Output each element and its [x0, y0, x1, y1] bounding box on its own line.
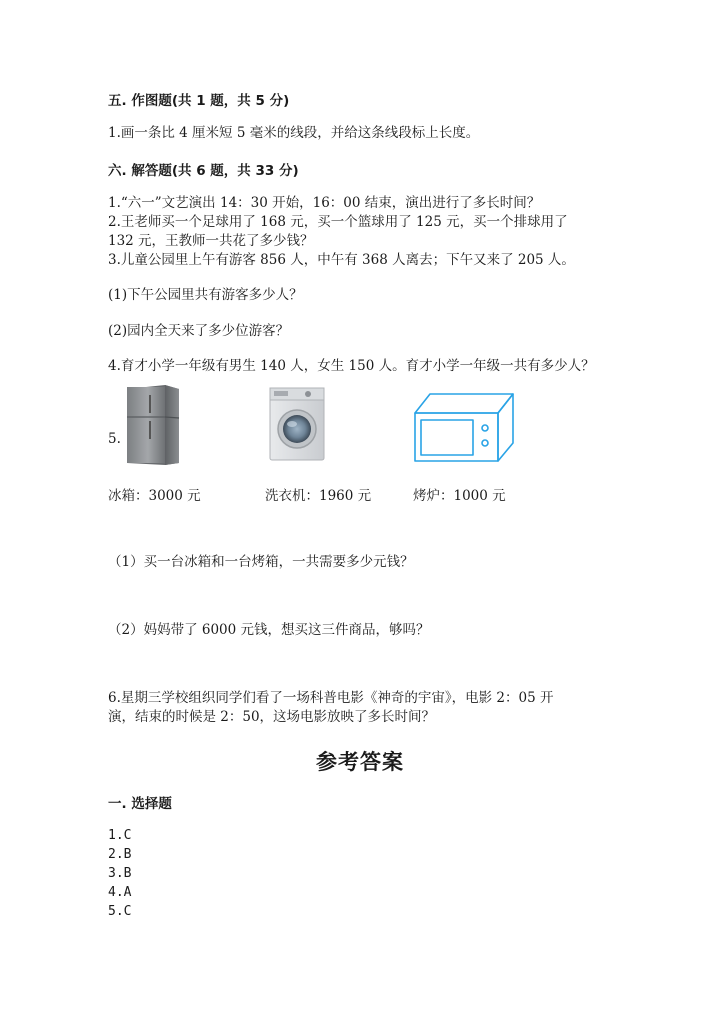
answer-item: 4.A — [108, 885, 132, 900]
question-subtext: (2)园内全天来了多少位游客？ — [108, 323, 290, 339]
answer-item: 3.B — [108, 866, 132, 881]
question-subtext: (1)下午公园里共有游客多少人？ — [108, 287, 303, 303]
price-label: 洗衣机：1960 元 — [265, 488, 372, 504]
question-text: 1.“六一”文艺演出 14：30 开始，16：00 结束，演出进行了多长时间？ — [108, 195, 541, 211]
answers-title: 参考答案 — [316, 749, 404, 774]
microwave-icon — [412, 391, 516, 467]
question-number: 5. — [108, 431, 121, 447]
section-heading: 六. 解答题(共 6 题，共 33 分) — [108, 163, 299, 179]
question-text: 3.儿童公园里上午有游客 856 人，中午有 368 人离去；下午又来了 205 人。 — [108, 252, 575, 268]
question-subtext: （1）买一台冰箱和一台烤箱，一共需要多少元钱？ — [108, 554, 414, 570]
answer-item: 2.B — [108, 847, 132, 862]
question-text: 2.王老师买一个足球用了 168 元，买一个篮球用了 125 元，买一个排球用了 — [108, 214, 568, 230]
washing-machine-icon — [268, 386, 326, 466]
price-label: 烤炉：1000 元 — [413, 488, 506, 504]
section-heading: 五. 作图题(共 1 题，共 5 分) — [108, 93, 290, 109]
price-label: 冰箱：3000 元 — [108, 488, 201, 504]
answer-item: 5.C — [108, 904, 132, 919]
question-subtext: （2）妈妈带了 6000 元钱，想买这三件商品，够吗？ — [108, 622, 430, 638]
section-heading: 一. 选择题 — [108, 796, 172, 812]
question-text: 132 元，王教师一共花了多少钱？ — [108, 233, 314, 249]
question-text: 4.育才小学一年级有男生 140 人，女生 150 人。育才小学一年级一共有多少人？ — [108, 358, 595, 374]
answer-item: 1.C — [108, 828, 132, 843]
question-text: 6.星期三学校组织同学们看了一场科普电影《神奇的宇宙》，电影 2：05 开 — [108, 690, 554, 706]
question-text: 演，结束的时候是 2：50，这场电影放映了多长时间？ — [108, 709, 436, 725]
question-text: 1.画一条比 4 厘米短 5 毫米的线段，并给这条线段标上长度。 — [108, 125, 480, 141]
fridge-icon — [125, 383, 181, 469]
